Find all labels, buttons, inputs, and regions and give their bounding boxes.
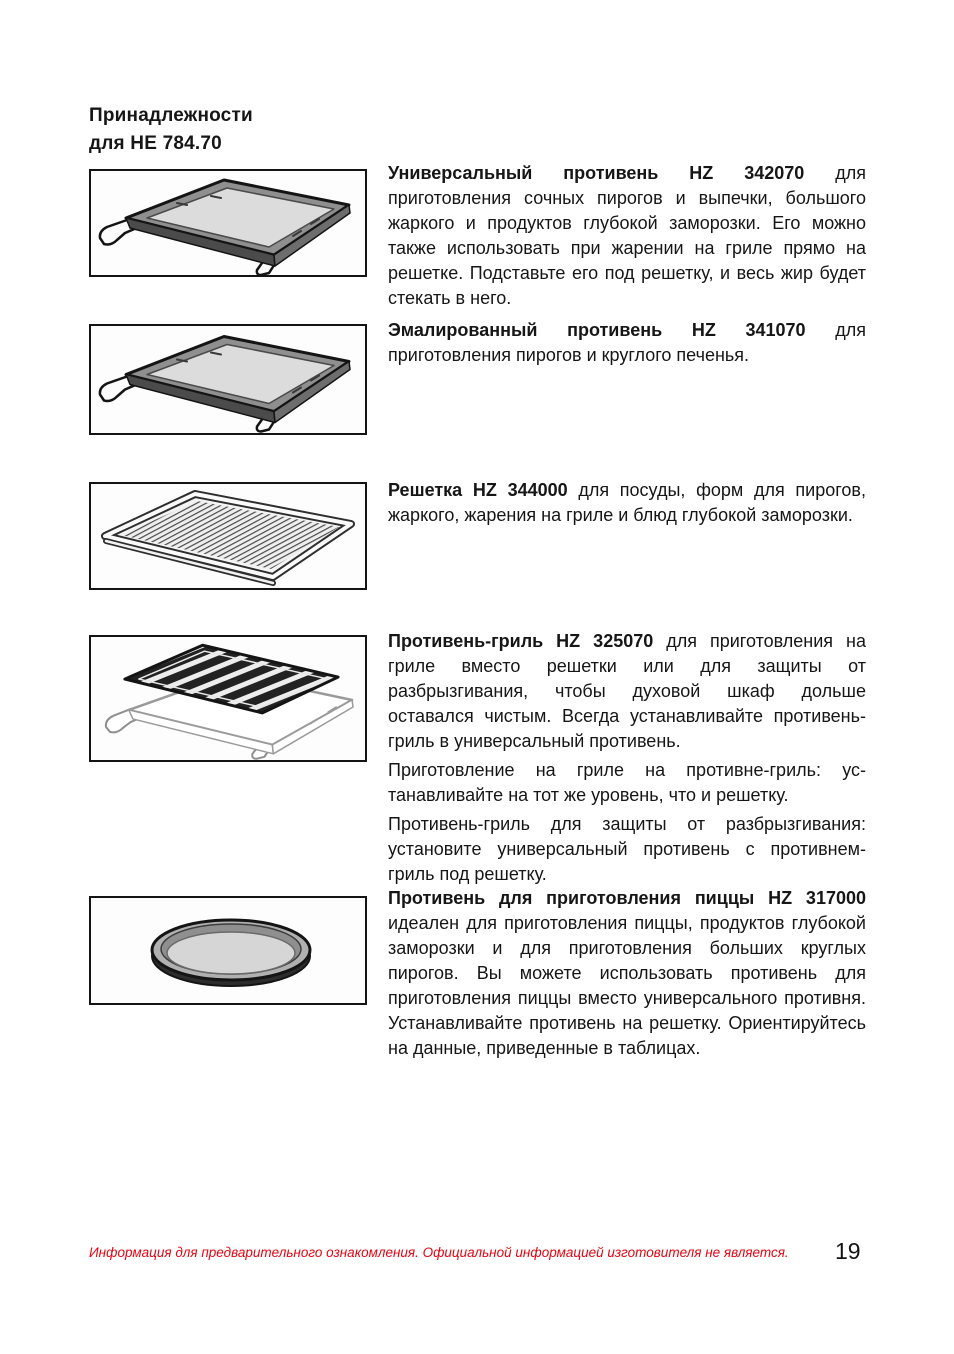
section-enamel-tray xyxy=(388,318,866,372)
section-grill-tray xyxy=(388,629,866,891)
disclaimer-text: Информация для предварительного ознакомления. Официальной информацией изготовителя не является. xyxy=(89,1245,789,1260)
enamel-tray-image xyxy=(89,324,367,435)
product-title: Эмалированный противень HZ 341070 xyxy=(388,320,806,340)
product-paragraph: Приготовление на гриле на противне-гриль: устанавливайте на тот же уровень, что и решетку. xyxy=(388,760,866,805)
baking-tray-icon xyxy=(91,171,365,275)
universal-tray-image xyxy=(89,169,367,277)
page-title-line1: Принадлежности xyxy=(89,105,253,126)
baking-tray-icon xyxy=(91,326,365,433)
grill-tray-image xyxy=(89,635,367,762)
product-description: идеален для приготовления пиццы, продуктов глубокой заморозки и для приготовления больших круглых пирогов. Вы можете использовать противень для приготовления пиццы вместо универсального противня. Устанавливайте противень на решетку. Ориентируйтесь на данные, приведенные в таблицах. xyxy=(388,913,866,1058)
product-title: Противень-гриль HZ 325070 xyxy=(388,631,654,651)
product-description: для приготовления сочных пирогов и выпечки, большого жаркого и продуктов глубокой заморозки. Его можно также использовать при жарении на гриле прямо на решетке. Подставьте его под решетку, и весь жир будет стекать в него. xyxy=(388,163,866,308)
product-paragraph: Противень-гриль для защиты от разбрызгивания: установите универсальный противень с противнем-гриль под решетку. xyxy=(388,814,866,884)
product-title: Решетка HZ 344000 xyxy=(388,480,568,500)
product-description: для посуды, форм для пирогов, жаркого, жарения на гриле и блюд глубокой заморозки. xyxy=(388,480,866,525)
product-paragraph xyxy=(388,318,866,368)
section-pizza-pan xyxy=(388,886,866,1065)
section-wire-rack xyxy=(388,478,866,532)
page-title-line2: для HE 784.70 xyxy=(89,133,222,154)
wire-rack-icon xyxy=(91,484,365,588)
section-universal-tray xyxy=(388,161,866,315)
pizza-pan-image xyxy=(89,896,367,1005)
page-title xyxy=(89,102,253,158)
wire-rack-image xyxy=(89,482,367,590)
product-paragraph xyxy=(388,886,866,1061)
grill-tray-icon xyxy=(91,637,365,760)
product-paragraph xyxy=(388,478,866,528)
product-description: для приготовления пирогов и круглого печенья. xyxy=(388,320,866,365)
product-title: Противень для приготовления пиццы HZ 317000 xyxy=(388,888,866,908)
pizza-pan-icon xyxy=(91,898,365,1003)
page-number: 19 xyxy=(835,1238,861,1264)
product-paragraph xyxy=(388,629,866,754)
product-description: для приготовления на гриле вместо решетки или для защиты от разбрызгивания, чтобы духовой шкаф дольше оставался чистым. Всегда устанавливайте противень-гриль в универсальный противень. xyxy=(388,631,867,751)
product-paragraph xyxy=(388,161,866,311)
product-title: Универсальный противень HZ 342070 xyxy=(388,163,805,183)
